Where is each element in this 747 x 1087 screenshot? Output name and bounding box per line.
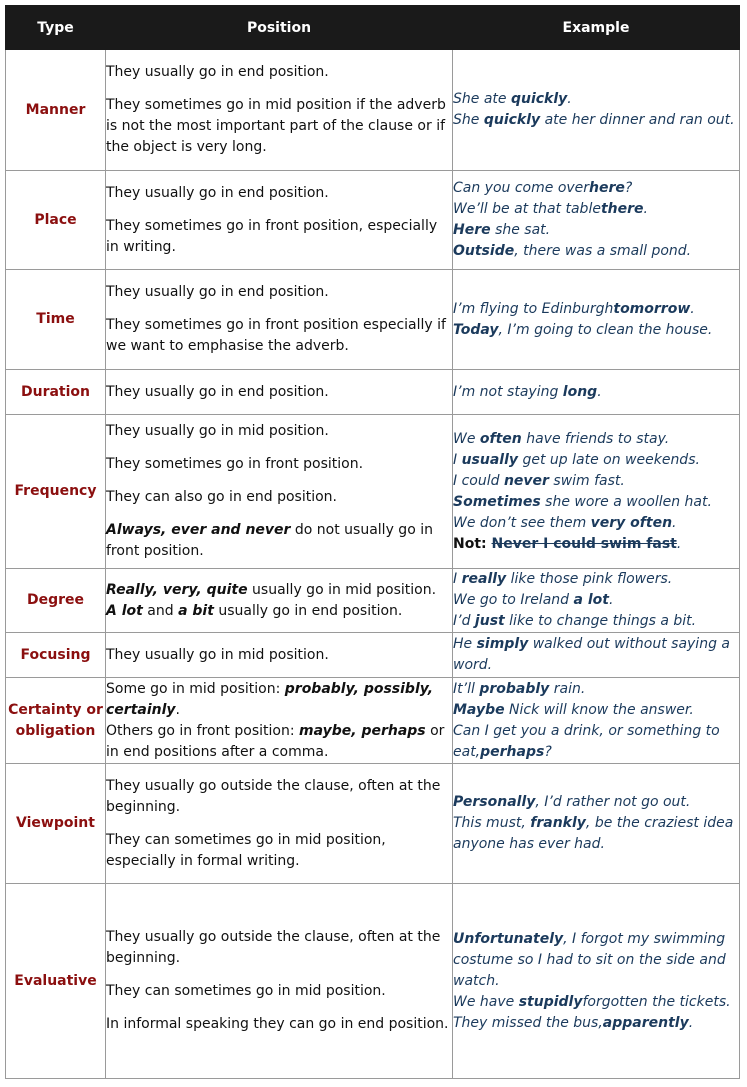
example-text: walked out without saying a word.: [453, 636, 730, 673]
example-emphasis: a lot: [573, 592, 609, 608]
example-text: I could: [453, 472, 504, 489]
position-rule-text: They sometimes go in mid position if the adverb is not the most important part of the clause or if the object is very long.: [106, 97, 446, 155]
example-text: forgotten the tickets.: [582, 993, 731, 1010]
position-rule-text: They usually go in end position.: [106, 284, 329, 300]
adverb-type-cell: Place: [6, 171, 106, 270]
example-text: We go to Ireland: [453, 592, 574, 608]
position-rule-emphasis: maybe, perhaps: [299, 722, 426, 739]
position-rule-text: They usually go outside the clause, often at the beginning.: [106, 777, 441, 815]
position-cell: [106, 678, 453, 764]
position-rule-text: and: [142, 602, 179, 619]
example-text: We don’t see them: [453, 514, 591, 531]
position-cell: [106, 50, 453, 171]
example-emphasis: here: [589, 180, 625, 196]
position-rule: [106, 421, 452, 442]
example-text: I’m flying to Edinburgh: [453, 300, 614, 317]
example-text: We: [453, 430, 480, 447]
example-emphasis: perhaps: [480, 743, 545, 760]
example-sentence: [453, 929, 739, 992]
position-rule: [106, 282, 452, 303]
example-sentence: [453, 492, 739, 513]
example-emphasis: probably: [479, 680, 550, 697]
table-row: [6, 171, 740, 270]
example-emphasis: very often: [590, 514, 673, 531]
example-cell: [453, 415, 740, 569]
example-text: , I’m going to clean the house.: [498, 321, 713, 338]
example-sentence: [453, 382, 739, 403]
example-text: Nick will know the answer.: [504, 701, 694, 718]
example-emphasis: stupidly: [518, 993, 583, 1010]
position-rule: [106, 62, 452, 83]
table-row: [6, 270, 740, 370]
position-rule: [106, 580, 452, 622]
table-row: [6, 764, 740, 884]
adverb-type-cell: Certainty or obligation: [6, 678, 106, 764]
position-rule-text: Others go in front position:: [106, 722, 299, 739]
example-emphasis: quickly: [483, 112, 541, 128]
example-emphasis: Outside: [453, 243, 515, 259]
position-rule: [106, 981, 452, 1002]
example-text: rain.: [549, 680, 586, 697]
position-rule-text: They can sometimes go in mid position, especially in formal writing.: [106, 831, 386, 869]
position-rule: [106, 1014, 452, 1035]
position-rule-text: They usually go in end position.: [106, 383, 329, 400]
position-rule-emphasis: A lot: [106, 602, 143, 619]
position-rule-text: They usually go in mid position.: [106, 423, 329, 439]
position-rule: [106, 927, 452, 969]
example-emphasis: Today: [453, 321, 499, 338]
example-emphasis: Never I could swim fast: [491, 535, 677, 552]
example-text: She: [453, 112, 484, 128]
example-text: We’ll be at that table: [453, 201, 601, 217]
adverb-type-cell: Focusing: [6, 633, 106, 678]
position-cell: [106, 569, 453, 633]
example-text: I: [453, 451, 462, 468]
example-text: She ate: [453, 91, 511, 107]
example-cell: [453, 171, 740, 270]
example-sentence: [453, 241, 739, 262]
example-text: .: [567, 91, 572, 107]
example-emphasis: really: [461, 571, 507, 587]
position-rule: [106, 382, 452, 403]
position-rule-text: They can sometimes go in mid position.: [106, 983, 386, 999]
table-row: [6, 633, 740, 678]
example-sentence: [453, 1013, 739, 1034]
example-sentence: [453, 534, 739, 555]
position-rule-text: do not usually go in front position.: [106, 522, 433, 559]
example-emphasis: tomorrow: [613, 300, 691, 317]
position-rule: [106, 216, 452, 258]
adverb-type-cell: Duration: [6, 370, 106, 415]
example-text: I’d: [453, 613, 475, 629]
position-rule: [106, 679, 452, 763]
position-rule-text: They can also go in end position.: [106, 489, 337, 505]
example-cell: [453, 764, 740, 884]
example-cell: [453, 569, 740, 633]
table-row: [6, 569, 740, 633]
example-emphasis: just: [474, 613, 505, 629]
example-text: We have: [453, 993, 519, 1010]
example-sentence: [453, 569, 739, 590]
position-rule-emphasis: Always, ever and never: [106, 522, 291, 538]
example-sentence: [453, 992, 739, 1013]
example-sentence: [453, 700, 739, 721]
position-rule-text: They sometimes go in front position especially if we want to emphasise the adverb.: [106, 317, 446, 354]
example-cell: [453, 50, 740, 171]
example-sentence: [453, 513, 739, 534]
example-sentence: [453, 178, 739, 199]
table-row: [6, 50, 740, 171]
position-rule-emphasis: probably, possibly, certainly: [106, 680, 434, 718]
example-sentence: [453, 679, 739, 700]
example-text: she wore a woollen hat.: [540, 493, 712, 510]
table-row: [6, 370, 740, 415]
position-cell: [106, 415, 453, 569]
position-rule-text: They sometimes go in front position, especially in writing.: [106, 217, 438, 255]
table-row: [6, 678, 740, 764]
example-text: swim fast.: [548, 472, 625, 489]
example-sentence: [453, 429, 739, 450]
position-rule: [106, 776, 452, 818]
position-rule-emphasis: Really, very, quite: [106, 581, 248, 598]
position-rule-text: Some go in mid position:: [106, 680, 285, 697]
example-sentence: [453, 634, 739, 676]
position-rule: [106, 183, 452, 204]
example-sentence: [453, 792, 739, 813]
example-sentence: [453, 320, 739, 341]
example-text: , I’d rather not go out.: [535, 794, 691, 810]
example-emphasis: Unfortunately: [453, 930, 564, 947]
example-text: .: [676, 535, 682, 552]
example-emphasis: frankly: [530, 815, 586, 831]
example-emphasis: usually: [461, 451, 519, 468]
example-emphasis: Maybe: [453, 701, 505, 718]
example-cell: [453, 678, 740, 764]
adverb-type-cell: Degree: [6, 569, 106, 633]
adverb-type-cell: Manner: [6, 50, 106, 171]
example-text: Can you come over: [453, 180, 590, 196]
position-rule: [106, 830, 452, 872]
position-rule-text: They usually go in end position.: [106, 184, 329, 201]
header-type: Type: [6, 6, 106, 50]
example-sentence: [453, 110, 739, 131]
example-text: ate her dinner and ran out.: [540, 112, 735, 128]
example-text: Can I get you a drink, or something to eat,: [453, 722, 720, 760]
example-emphasis: often: [479, 430, 522, 447]
position-cell: [106, 171, 453, 270]
example-emphasis: Here: [453, 222, 491, 238]
example-text: ?: [544, 743, 552, 760]
example-sentence: [453, 611, 739, 632]
example-text: .: [690, 300, 695, 317]
adverb-type-cell: Viewpoint: [6, 764, 106, 884]
position-rule: [106, 487, 452, 508]
position-rule: [106, 95, 452, 158]
position-rule-text: usually go in end position.: [213, 602, 403, 619]
position-rule-emphasis: a bit: [178, 602, 214, 619]
example-cell: [453, 270, 740, 370]
example-text: ?: [624, 180, 633, 196]
example-text: .: [597, 383, 602, 400]
example-emphasis: Personally: [453, 794, 536, 810]
position-rule-text: In informal speaking they can go in end position.: [106, 1016, 449, 1032]
example-emphasis: apparently: [602, 1014, 689, 1031]
position-rule-text: usually go in mid position.: [247, 581, 437, 598]
example-text: , be the craziest idea anyone has ever had.: [453, 815, 734, 852]
example-emphasis: Not:: [453, 535, 492, 552]
position-rule-text: They usually go in end position.: [106, 64, 329, 80]
header-example: Example: [453, 6, 740, 50]
position-rule-text: They sometimes go in front position.: [106, 456, 364, 472]
example-text: like to change things a bit.: [504, 613, 697, 629]
example-emphasis: simply: [476, 636, 529, 652]
position-cell: [106, 370, 453, 415]
example-text: she sat.: [490, 222, 551, 238]
position-rule: [106, 520, 452, 562]
example-sentence: [453, 590, 739, 611]
adverb-type-cell: Time: [6, 270, 106, 370]
table-row: [6, 884, 740, 1079]
example-text: They missed the bus,: [453, 1014, 603, 1031]
position-cell: [106, 764, 453, 884]
example-text: This must,: [453, 815, 531, 831]
position-rule-text: .: [175, 701, 180, 718]
example-cell: [453, 884, 740, 1079]
example-emphasis: there: [600, 201, 644, 217]
position-cell: [106, 884, 453, 1079]
position-rule-text: or in end positions after a comma.: [106, 722, 445, 760]
example-text: .: [688, 1014, 694, 1031]
example-text: I: [453, 571, 462, 587]
header-row: [6, 6, 740, 50]
position-rule-text: They usually go outside the clause, often at the beginning.: [106, 929, 441, 966]
example-sentence: [453, 89, 739, 110]
table-row: [6, 415, 740, 569]
example-sentence: [453, 721, 739, 763]
example-sentence: [453, 220, 739, 241]
example-sentence: [453, 813, 739, 855]
example-sentence: [453, 299, 739, 320]
adverb-type-cell: Frequency: [6, 415, 106, 569]
example-text: He: [453, 636, 477, 652]
position-cell: [106, 633, 453, 678]
header-position: Position: [106, 6, 453, 50]
example-text: get up late on weekends.: [518, 451, 700, 468]
position-rule: [106, 454, 452, 475]
table-body: [6, 50, 740, 1079]
example-sentence: [453, 471, 739, 492]
adverb-type-cell: Evaluative: [6, 884, 106, 1079]
example-cell: [453, 370, 740, 415]
example-text: .: [608, 592, 614, 608]
example-emphasis: long: [562, 383, 598, 400]
adverb-position-table: [5, 5, 740, 1079]
position-rule: [106, 645, 452, 666]
position-cell: [106, 270, 453, 370]
position-rule: [106, 315, 452, 357]
example-emphasis: never: [503, 472, 549, 489]
example-text: .: [672, 514, 677, 531]
example-text: It’ll: [453, 680, 480, 697]
example-emphasis: Sometimes: [453, 493, 541, 510]
example-sentence: [453, 450, 739, 471]
position-rule-text: They usually go in mid position.: [106, 646, 329, 663]
example-text: have friends to stay.: [521, 430, 670, 447]
example-sentence: [453, 199, 739, 220]
example-cell: [453, 633, 740, 678]
example-text: like those pink flowers.: [506, 571, 673, 587]
example-emphasis: quickly: [510, 91, 568, 107]
example-text: , I forgot my swimming costume so I had to sit on the side and watch.: [453, 930, 726, 989]
example-text: I’m not staying: [453, 383, 563, 400]
example-text: .: [643, 201, 648, 217]
example-text: , there was a small pond.: [514, 243, 692, 259]
